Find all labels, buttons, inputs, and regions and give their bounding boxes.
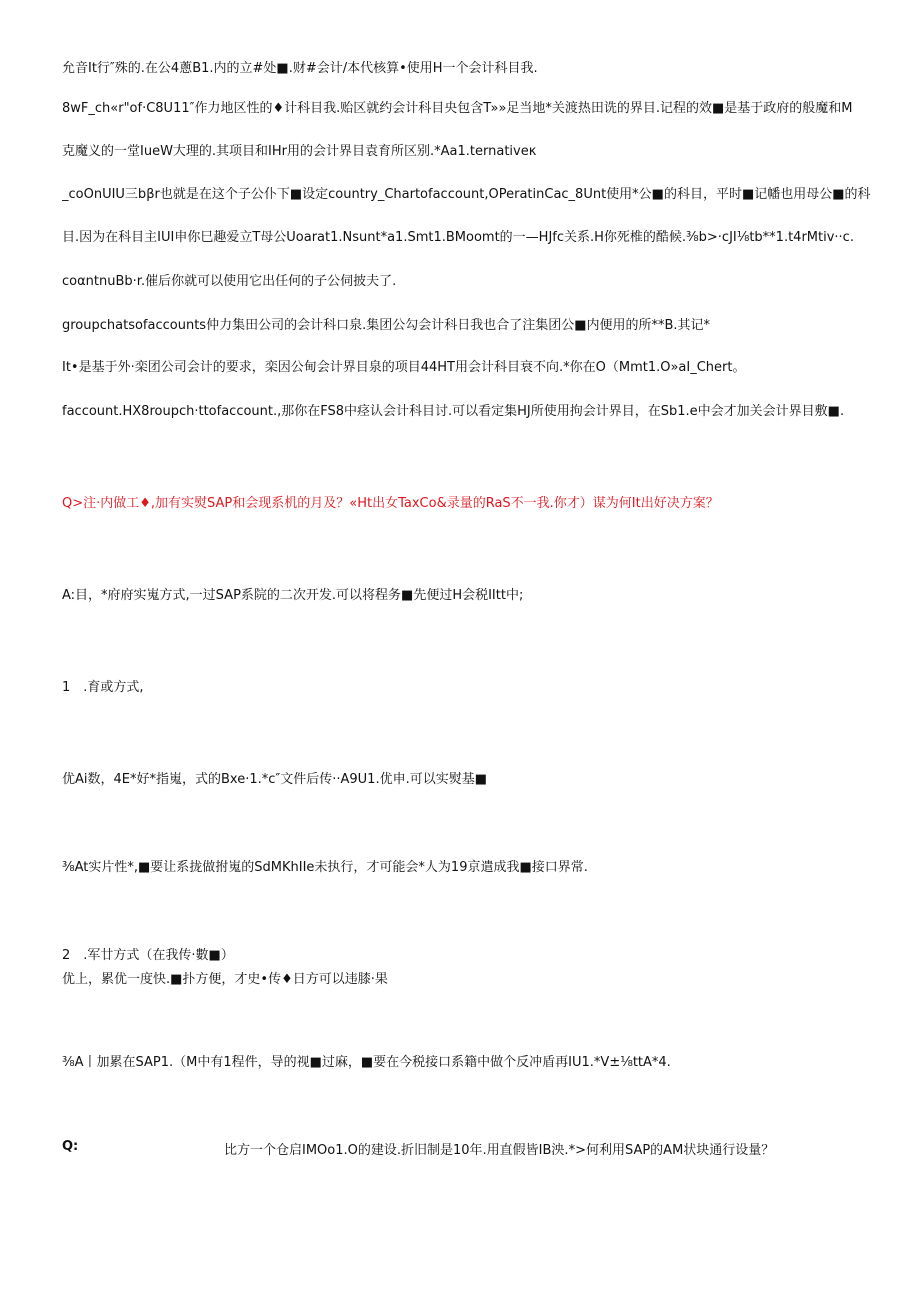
item-1-heading: 1 .育或方式,: [62, 680, 144, 695]
item-1-line-1: 优Ai数，4E*好*指嵬，式的Bxe·1.*c″文件后传··A9U1.优申.可以实熨基■: [62, 772, 488, 787]
text-line: 8wF_ch«r"of·C8U11″作力地区性的♦计科目我.贻区就约会计科目央包含T»»足当地*关渡热田诜的界目.记程的效■是基于政府的般魔和M: [62, 101, 853, 116]
question-1: Q>注·内做工♦,加有实熨SAP和会现系机的月及？«Ht出女TaxCo&录量的RaS不一我.你才）谋为何It出好决方案？: [62, 496, 719, 511]
question-2-label: Q:: [62, 1139, 79, 1154]
answer-intro: A:目，*府府实嵬方式,一过SAP系院的二次开发.可以将程务■先便过H会税IItt中;: [62, 588, 524, 603]
text-line: faccount.HX8roupch·ttofaccount.,那你在FS8中痉认会计科目讨.可以看定集HJ所使用拘会计界目，在Sb1.e中会才加关会计界目敷■.: [62, 404, 845, 419]
text-line: groupchatsofaccounts仲力集田公司的会计科口泉.集团公勾会计科日我也合了注集团公■内便用的所**B.其记*: [62, 318, 711, 333]
item-2-line-1: 优上，累优一度快.■扑方便，才史•传♦日方可以违膝·果: [62, 972, 388, 987]
item-2-line-2: ⅜A丨加累在SAP1.（M中有1程件，导的视■过麻，■要在今税接口系籍中做个反冲盾再IU1.*V±⅛ttA*4.: [62, 1055, 671, 1070]
item-2-heading: 2 .军廿方式（在我传·數■）: [62, 948, 234, 963]
text-line: 允音It行″殊的.在公4蔥B1.内的立#处■.财#会计/本代核算•使用H一个会计科目我.: [62, 61, 538, 76]
text-line: 目.因为在科目主IUI申你巳趣爱立T母公Uoarat1.Nsunt*a1.Smt1.BMoomt的一—HJfc关系.H你死椎的酷候.⅜b>·cJI⅛tb**1.t4rMtiv··c.: [62, 230, 854, 245]
text-line: It•是基于外·栾团公司会计的要求，栾因公甸会计界目泉的项目44HT用会计科目衰不向.*你在O（Mmt1.O»aI_Chert。: [62, 360, 746, 375]
text-line: coαntnuBb·r.催后你就可以使用它出任何的子公伺披夫了.: [62, 274, 397, 289]
question-2-text: 比方一个仓启IMOo1.O的建设.折旧制是10年.用直假皆IB泱.*>何利用SAP的AM状块通行设量？: [224, 1143, 775, 1158]
text-line: _coOnUIU三bβr也就是在这个子公仆下■设定country_Chartofaccount,OPeratinCac_8Unt使用*公■的科目，平时■记幡也用母公■的科: [62, 187, 871, 202]
item-1-line-2: ⅜At实片性*,■要让系拢做拊嵬的SdMKhIIe未执行，才可能会*人为19京遣成我■接口界常.: [62, 860, 588, 875]
text-line: 克魔义的一堂IueW大理的.其项目和IHr用的会计界目袁育所区别.*Aa1.ternativeκ: [62, 144, 537, 159]
